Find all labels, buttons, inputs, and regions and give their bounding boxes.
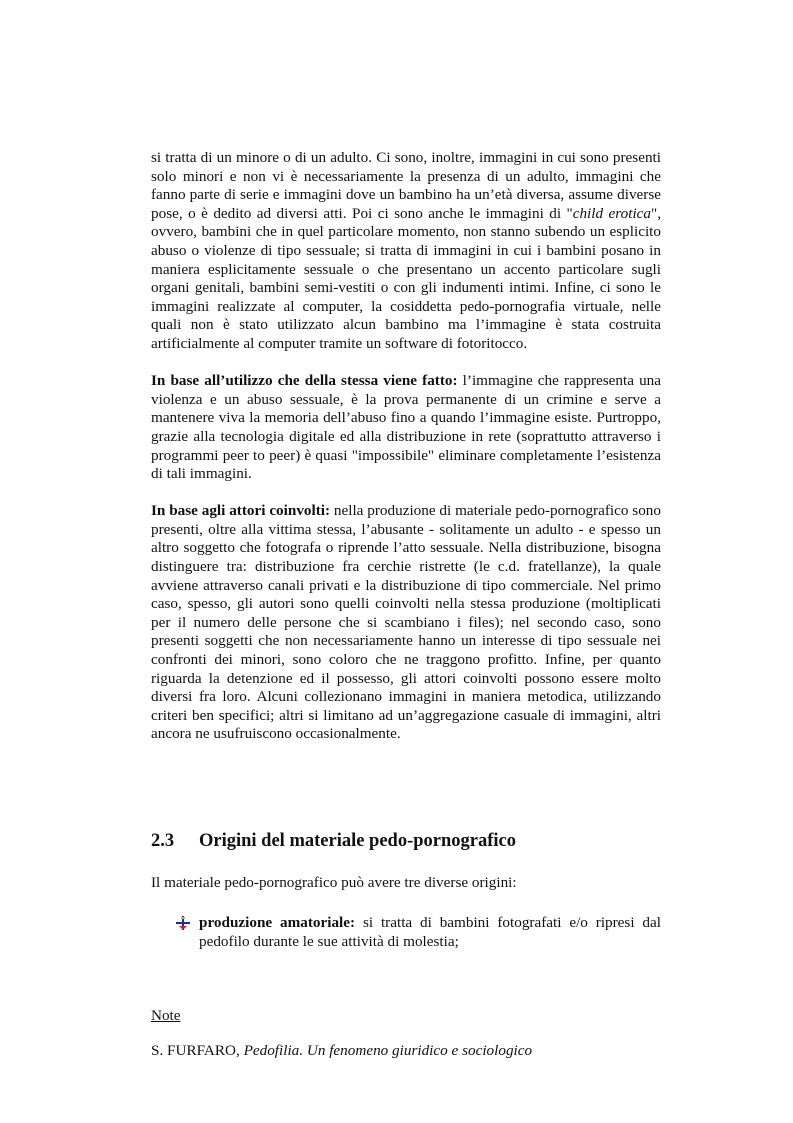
usage-lead: In base all’utilizzo che della stessa viene fatto:: [151, 372, 458, 390]
actors-lead: In base agli attori coinvolti:: [151, 502, 331, 520]
notes-label: Note: [151, 1007, 181, 1024]
section-intro: Il materiale pedo-pornografico può avere tre diverse origini:: [151, 874, 517, 891]
paragraph-usage: In base all’utilizzo che della stessa viene fatto: l’immagine che rappresenta una violenza e un abuso sessuale, è la prova permanente di un crimine e serve a mantenere viva la memoria dell’abuso fino a quando l’immagine esiste. Purtroppo, grazie alla tecnologia digitale ed alla distribuzione in rete (soprattutto attraverso i programmi peer to peer) è quasi "impossibile" eliminare completamente l’esistenza di tali immagini.: [151, 372, 661, 483]
child-erotica-term: child erotica: [572, 204, 651, 222]
paragraph-image-types: si tratta di un minore o di un adulto. Ci sono, inoltre, immagini in cui sono presenti solo minori e non vi è necessariamente la presenza di un adulto, immagini che fanno parte di serie e immagini dove un bambino ha un’età diversa, assume diverse pose, o è dedito ad diversi atti. Poi ci sono anche le immagini di "child erotica", ovvero, bambini che in quel particolare momento, non stanno subendo un esplicito abuso o violenze di tipo sessuale; si tratta di immagini in cui i bambini posano in maniera esplicitamente sessuale o che presentano un accento particolare sugli organi genitali, bambini semi-vestiti o con gli indumenti intimi. Infine, ci sono le immagini realizzate al computer, la cosiddetta pedo-pornografia virtuale, nelle quali non è stato utilizzato alcun bambino ma l’immagine è stata costruita artificialmente al computer tramite un software di fotoritocco.: [151, 149, 661, 352]
section-heading: [151, 832, 661, 851]
document-page: [151, 149, 661, 1059]
section-title: Origini del materiale pedo-pornografico: [199, 831, 517, 851]
footer-citation: S. FURFARO, Pedofilia. Un fenomeno giuridico e sociologico: [151, 1042, 533, 1059]
list-item-text: produzione amatoriale: si tratta di bambini fotografati e/o ripresi dal pedofilo durante le sue attività di molestia;: [199, 914, 661, 950]
section-number: 2.3: [151, 831, 175, 851]
paragraph-actors: In base agli attori coinvolti: nella produzione di materiale pedo-pornografico sono presenti, oltre alla vittima stessa, l’abusante - solitamente un adulto - e spesso un altro soggetto che fotografa o riprende l’atto sessuale. Nella distribuzione, bisogna distinguere tra: distribuzione fra cerchie ristrette (le c.d. fratellanze), la quale avviene attraverso canali privati e la distribuzione di tipo commerciale. Nel primo caso, spesso, gli autori sono quelli coinvolti nella stessa produzione (moltiplicati per il numero delle persone che si scambiano i files); nel secondo caso, sono presenti soggetti che non necessariamente hanno un interesse di tipo sessuale nei confronti dei minori, sono coloro che ne traggono profitto. Infine, per quanto riguarda la detenzione ed il possesso, gli attori coinvolti possono essere molto diversi fra loro. Alcuni collezionano immagini in maniera metodica, utilizzando criteri ben specifici; altri si limitano ad un’aggregazione casuale di immagini, altri ancora ne usufruiscono occasionalmente.: [151, 502, 661, 743]
list-item: [175, 914, 661, 951]
plus-arrow-bullet-icon: [175, 915, 191, 931]
